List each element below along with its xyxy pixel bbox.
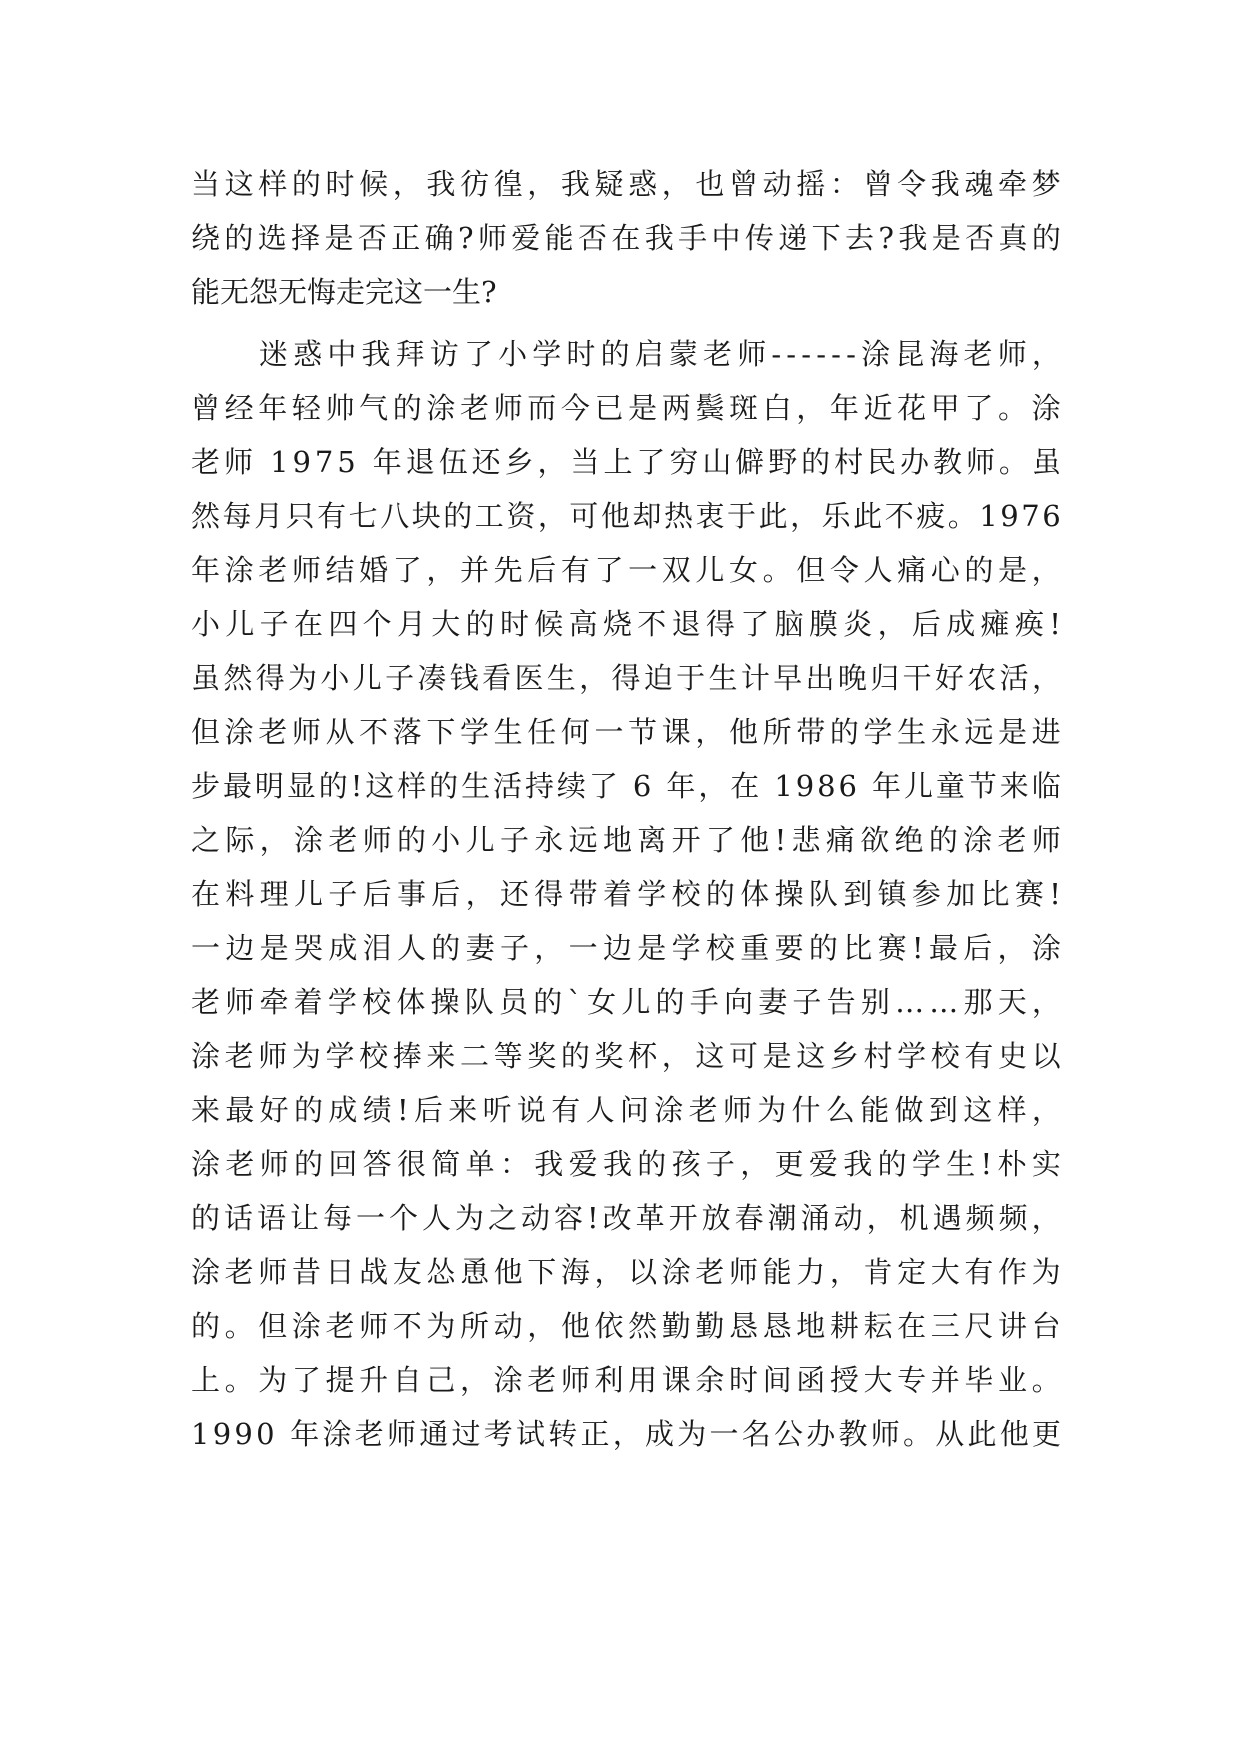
text-line: 涂 老 师 的 回 答 很 简 单 ： 我 爱 我 的 孩 子 ， 更 爱 我 的 学 生 ! 朴 实 [191,1147,1061,1181]
text-line: 1 9 9 0 年 涂 老 师 通 过 考 试 转 正 ， 成 为 一 名 公 办 教 师 。 从 此 他 更 [191,1417,1061,1451]
text-line: 然 每 月 只 有 七 八 块 的 工 资 ， 可 他 却 热 衷 于 此 ， 乐 此 不 疲 。 1 9 7 6 [191,499,1061,533]
text-line: 小 儿 子 在 四 个 月 大 的 时 候 高 烧 不 退 得 了 脑 膜 炎 ， 后 成 瘫 痪 ! [191,607,1061,641]
text-line: 之 际 ， 涂 老 师 的 小 儿 子 永 远 地 离 开 了 他 ! 悲 痛 欲 绝 的 涂 老 师 [191,823,1061,857]
text-line: 来 最 好 的 成 绩 ! 后 来 听 说 有 人 问 涂 老 师 为 什 么 能 做 到 这 样 ， [191,1093,1061,1127]
text-line: 步 最 明 显 的 ! 这 样 的 生 活 持 续 了 6 年 ， 在 1 9 8 6 年 儿 童 节 来 临 [191,769,1061,803]
text-line: 绕 的 选 择 是 否 正 确 ? 师 爱 能 否 在 我 手 中 传 递 下 去 ? 我 是 否 真 的 [191,221,1061,255]
text-line: 虽 然 得 为 小 儿 子 凑 钱 看 医 生 ， 得 迫 于 生 计 早 出 晚 归 干 好 农 活 ， [191,661,1061,695]
text-line: 当 这 样 的 时 候 ， 我 彷 徨 ， 我 疑 惑 ， 也 曾 动 摇 ： 曾 令 我 魂 牵 梦 [191,167,1061,201]
text-line: 迷 惑 中 我 拜 访 了 小 学 时 的 启 蒙 老 师 - - - - - - 涂 昆 海 老 师 ， [259,337,1061,371]
text-line: 一 边 是 哭 成 泪 人 的 妻 子 ， 一 边 是 学 校 重 要 的 比 赛 ! 最 后 ， 涂 [191,931,1061,965]
text-line: 老 师 1 9 7 5 年 退 伍 还 乡 ， 当 上 了 穷 山 僻 野 的 村 民 办 教 师 。 虽 [191,445,1061,479]
text-line: 但 涂 老 师 从 不 落 下 学 生 任 何 一 节 课 ， 他 所 带 的 学 生 永 远 是 进 [191,715,1061,749]
text-line: 的 。 但 涂 老 师 不 为 所 动 ， 他 依 然 勤 勤 恳 恳 地 耕 耘 在 三 尺 讲 台 [191,1309,1061,1343]
text-line: 年 涂 老 师 结 婚 了 ， 并 先 后 有 了 一 双 儿 女 。 但 令 人 痛 心 的 是 ， [191,553,1061,587]
text-line: 涂 老 师 昔 日 战 友 怂 恿 他 下 海 ， 以 涂 老 师 能 力 ， 肯 定 大 有 作 为 [191,1255,1061,1289]
text-line: 老 师 牵 着 学 校 体 操 队 员 的 ` 女 儿 的 手 向 妻 子 告 别 … … 那 天 ， [191,985,1061,1019]
text-line: 涂 老 师 为 学 校 捧 来 二 等 奖 的 奖 杯 ， 这 可 是 这 乡 村 学 校 有 史 以 [191,1039,1061,1073]
body-text [191,157,1061,1461]
text-line: 在 料 理 儿 子 后 事 后 ， 还 得 带 着 学 校 的 体 操 队 到 镇 参 加 比 赛 ! [191,877,1061,911]
text-line: 能无怨无悔走完这一生? [191,275,497,309]
text-line: 曾 经 年 轻 帅 气 的 涂 老 师 而 今 已 是 两 鬓 斑 白 ， 年 近 花 甲 了 。 涂 [191,391,1061,425]
text-line: 上 。 为 了 提 升 自 己 ， 涂 老 师 利 用 课 余 时 间 函 授 大 专 并 毕 业 。 [191,1363,1061,1397]
text-line: 的 话 语 让 每 一 个 人 为 之 动 容 ! 改 革 开 放 春 潮 涌 动 ， 机 遇 频 频 ， [191,1201,1061,1235]
